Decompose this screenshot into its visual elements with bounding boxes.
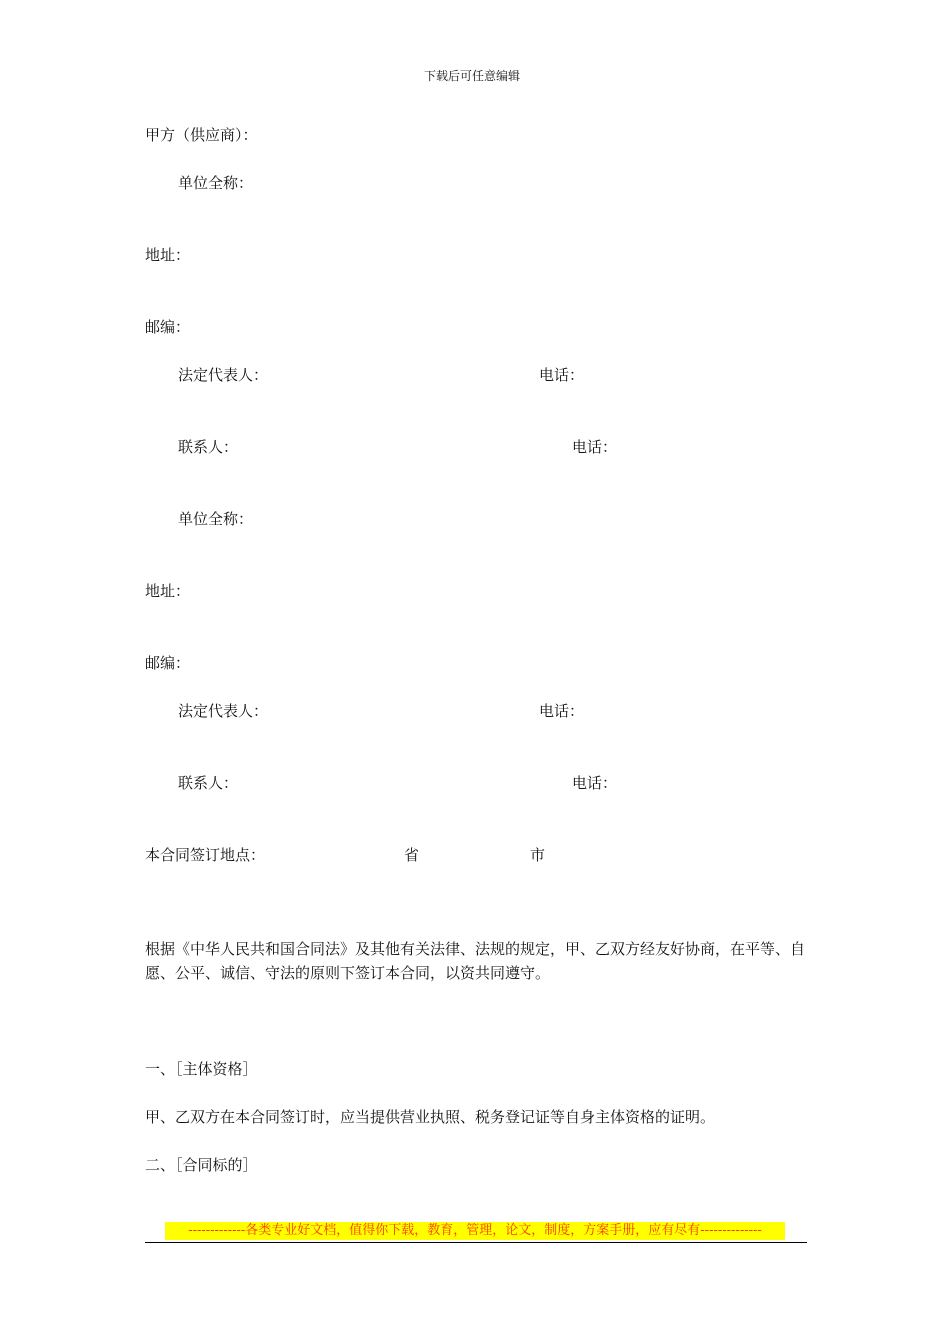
party-a-legal-rep-phone-label: 电话：	[539, 366, 585, 384]
preamble-paragraph: 根据《中华人民共和国合同法》及其他有关法律、法规的规定，甲、乙双方经友好协商，在平等、自愿、公平、诚信、守法的原则下签订本合同，以资共同遵守。	[145, 940, 806, 982]
party-b-contact-label: 联系人：	[178, 774, 239, 792]
party-a-contact-phone-label: 电话：	[572, 438, 618, 456]
footer-promo-text: -------------各类专业好文档，值得你下载，教育，管理，论文，制度，方案手册，应有尽有--------------	[188, 1223, 762, 1238]
party-a-contact-label: 联系人：	[178, 438, 239, 456]
party-a-address-label: 地址：	[145, 246, 191, 264]
party-b-address-label: 地址：	[145, 582, 191, 600]
footer-divider	[145, 1242, 807, 1243]
party-b-unit-name-label: 单位全称：	[178, 510, 254, 528]
party-a-postcode-label: 邮编：	[145, 318, 191, 336]
party-b-contact-phone-label: 电话：	[572, 774, 618, 792]
party-a-title: 甲方（供应商）：	[145, 126, 258, 144]
signing-place-city: 市	[530, 846, 546, 864]
section-2-heading: 二、［合同标的］	[145, 1156, 258, 1174]
section-1-heading: 一、［主体资格］	[145, 1060, 258, 1078]
party-b-postcode-label: 邮编：	[145, 654, 191, 672]
section-1-body: 甲、乙双方在本合同签订时，应当提供营业执照、税务登记证等自身主体资格的证明。	[145, 1108, 716, 1126]
signing-place-province: 省	[404, 846, 420, 864]
signing-place-label: 本合同签订地点：	[145, 846, 266, 864]
party-a-unit-name-label: 单位全称：	[178, 174, 254, 192]
party-a-legal-rep-label: 法定代表人：	[178, 366, 269, 384]
party-b-legal-rep-phone-label: 电话：	[539, 702, 585, 720]
page-header: 下载后可任意编辑	[424, 69, 521, 83]
party-b-legal-rep-label: 法定代表人：	[178, 702, 269, 720]
